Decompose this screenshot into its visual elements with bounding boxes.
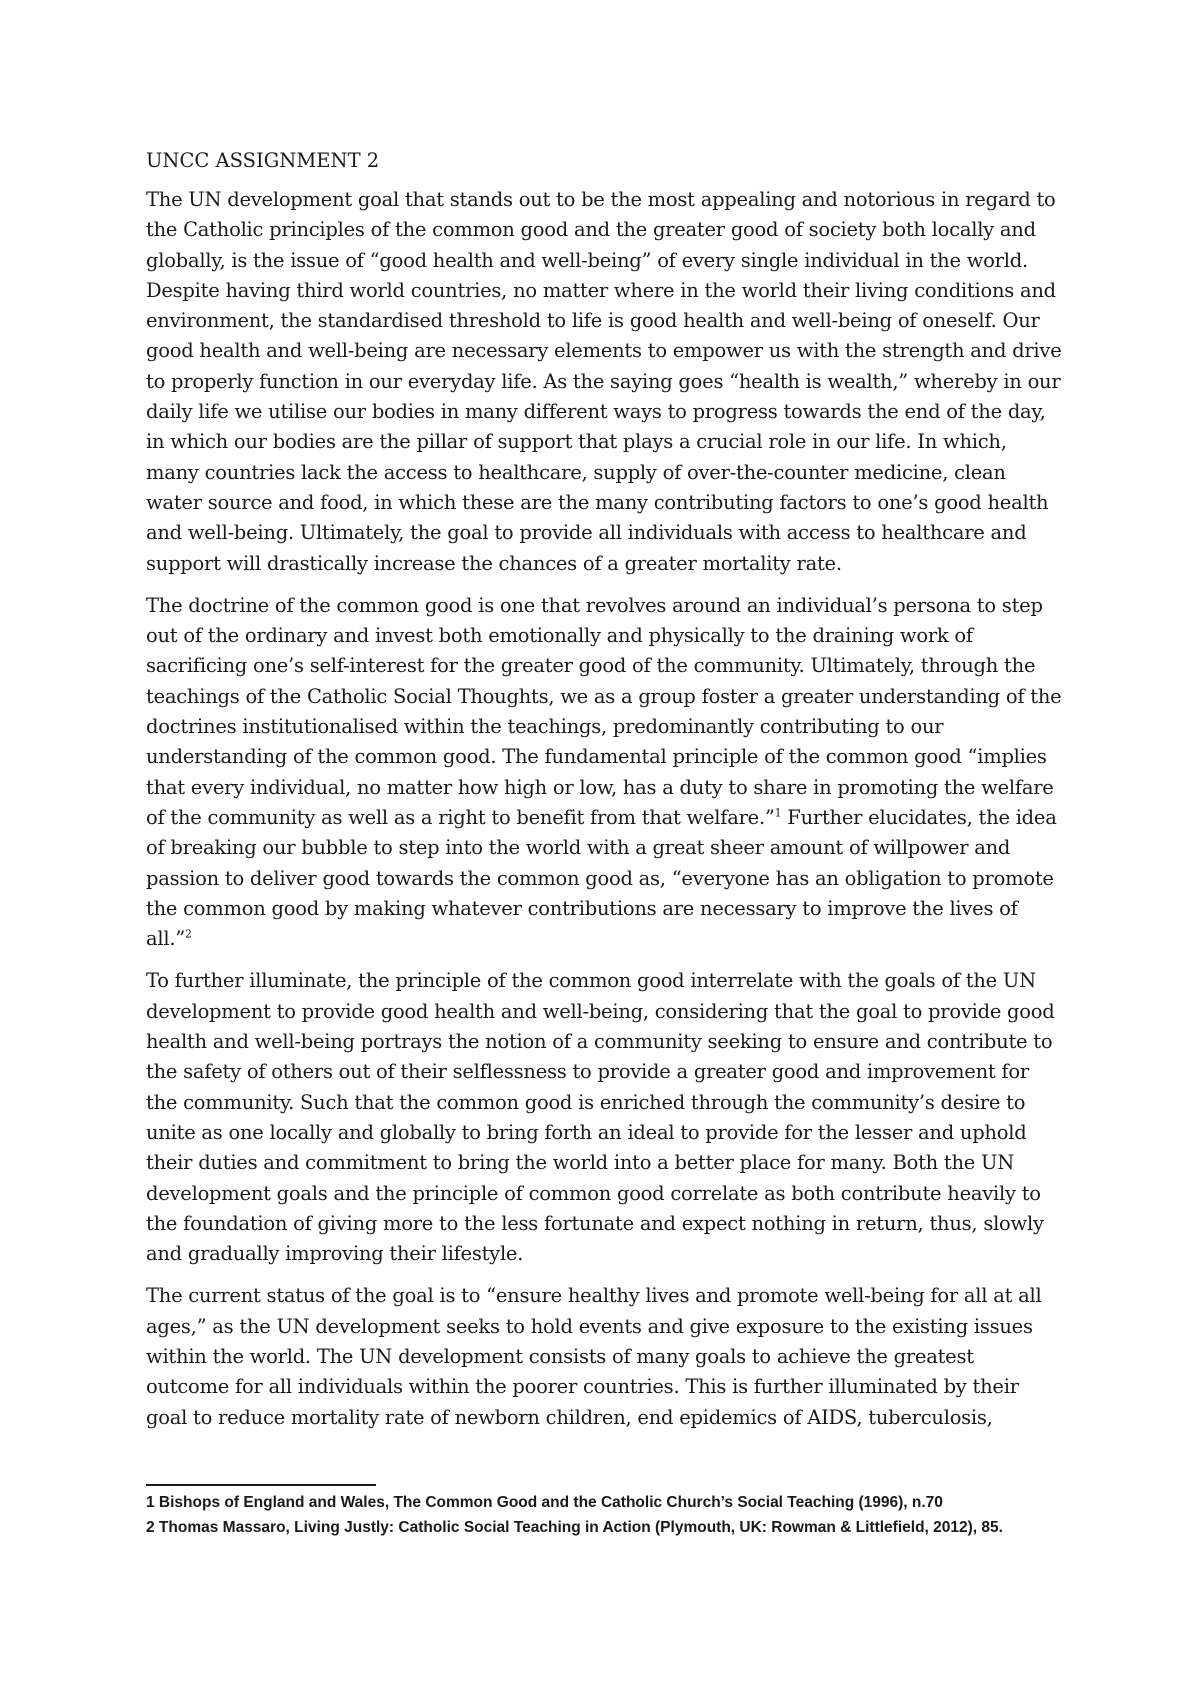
- footnote-separator: [146, 1484, 376, 1486]
- footnote-1: 1 Bishops of England and Wales, The Common Good and the Catholic Church’s Social Teaching (1996), n.70: [146, 1494, 943, 1511]
- paragraph-4: The current status of the goal is to “ensure healthy lives and promote well-being for all at all ages,” as the UN development seeks to hold events and give exposure to the existing issues within the world. The UN development consists of many goals to achieve the greatest outcome for all individuals within the poorer countries. This is further illuminated by their goal to reduce mortality rate of newborn children, end epidemics of AIDS, tuberculosis,: [146, 1284, 1042, 1429]
- footnote-2: 2 Thomas Massaro, Living Justly: Catholic Social Teaching in Action (Plymouth, UK: Rowman & Littlefield, 2012), 85.: [146, 1519, 1003, 1536]
- paragraph-1: The UN development goal that stands out to be the most appealing and notorious in regard to the Catholic principles of the common good and the greater good of society both locally and globally, is the issue of “good health and well-being” of every single individual in the world. Despite having third world countries, no matter where in the world their living conditions and environment, the standardised threshold to life is good health and well-being of oneself. Our good health and well-being are necessary elements to empower us with the strength and drive to properly function in our everyday life. As the saying goes “health is wealth,” whereby in our daily life we utilise our bodies in many different ways to progress towards the end of the day, in which our bodies are the pillar of support that plays a crucial role in our life. In which, many countries lack the access to healthcare, supply of over-the-counter medicine, clean water source and food, in which these are the many contributing factors to one’s good health and well-being. Ultimately, the goal to provide all individuals with access to healthcare and support will drastically increase the chances of a greater mortality rate.: [146, 188, 1062, 575]
- page-title: UNCC ASSIGNMENT 2: [146, 149, 380, 172]
- paragraph-3: To further illuminate, the principle of the common good interrelate with the goals of the UN development to provide good health and well-being, considering that the goal to provide good health and well-being portrays the notion of a community seeking to ensure and contribute to the safety of others out of their selflessness to provide a greater good and improvement for the community. Such that the common good is enriched through the community’s desire to unite as one locally and globally to bring forth an ideal to provide for the lesser and uphold their duties and commitment to bring the world into a better place for many. Both the UN development goals and the principle of common good correlate as both contribute heavily to the foundation of giving more to the less fortunate and expect nothing in return, thus, slowly and gradually improving their lifestyle.: [146, 969, 1055, 1266]
- footnotes: [146, 1484, 1062, 1540]
- footnote-ref-2: 2: [185, 927, 192, 941]
- paragraph-2-text-a: The doctrine of the common good is one that revolves around an individual’s persona to step out of the ordinary and invest both emotionally and physically to the draining work of sacrificing one’s self-interest for the greater good of the community. Ultimately, through the teachings of the Catholic Social Thoughts, we as a group foster a greater understanding of the doctrines institutionalised within the teachings, predominantly contributing to our understanding of the common good. The fundamental principle of the common good “implies that every individual, no matter how high or low, has a duty to share in promoting the welfare of the community as well as a right to benefit from that welfare.”: [146, 593, 1062, 829]
- document-body: [146, 146, 1062, 1445]
- paragraph-2: [146, 591, 1062, 955]
- footnote-ref-1: 1: [774, 806, 782, 820]
- paragraph-2-text-b: Further elucidates, the idea of breaking our bubble to step into the world with a great sheer amount of willpower and passion to deliver good towards the common good as, “everyone has an obligation to promote the common good by making whatever contributions are necessary to improve the lives of all.”: [146, 805, 1057, 951]
